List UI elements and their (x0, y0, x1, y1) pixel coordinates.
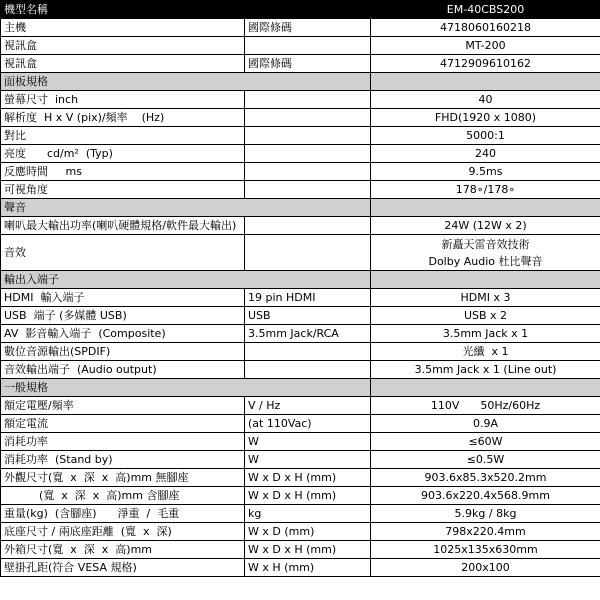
spec-row (1, 307, 600, 325)
spec-label: 消耗功率 (1, 433, 245, 451)
spec-value: MT-200 (371, 37, 600, 55)
model-name-label: 機型名稱 (1, 1, 371, 19)
spec-unit (245, 37, 371, 55)
spec-unit: W x D (mm) (245, 523, 371, 541)
spec-value: 240 (371, 145, 600, 163)
spec-unit (245, 361, 371, 379)
spec-row (1, 145, 600, 163)
spec-label: 亮度 cd/m² (Typ) (1, 145, 245, 163)
spec-row (1, 91, 600, 109)
spec-value: USB x 2 (371, 307, 600, 325)
spec-label: 底座尺寸 / 兩底座距離 (寬 x 深) (1, 523, 245, 541)
spec-label: 外觀尺寸(寬 x 深 x 高)mm 無腳座 (1, 469, 245, 487)
spec-unit: W (245, 433, 371, 451)
spec-row (1, 469, 600, 487)
spec-label: 額定電壓/頻率 (1, 397, 245, 415)
spec-label: 音效輸出端子 (Audio output) (1, 361, 245, 379)
spec-value: 40 (371, 91, 600, 109)
section-title: 輸出入端子 (1, 271, 371, 289)
spec-table-body (1, 1, 600, 577)
spec-unit (245, 109, 371, 127)
spec-row (1, 289, 600, 307)
spec-value: 178∘/178∘ (371, 181, 600, 199)
spec-value: 0.9A (371, 415, 600, 433)
spec-label: 視訊盒 (1, 55, 245, 73)
spec-unit (245, 163, 371, 181)
spec-label: 額定電流 (1, 415, 245, 433)
spec-value: 3.5mm Jack x 1 (Line out) (371, 361, 600, 379)
section-blank-cell (371, 199, 600, 217)
spec-label: 重量(kg) (含腳座) 淨重 / 毛重 (1, 505, 245, 523)
spec-row (1, 55, 600, 73)
spec-row (1, 325, 600, 343)
spec-row (1, 217, 600, 235)
spec-unit (245, 217, 371, 235)
section-title: 聲音 (1, 199, 371, 217)
spec-row (1, 541, 600, 559)
spec-label: 數位音源輸出(SPDIF) (1, 343, 245, 361)
spec-value: 200x100 (371, 559, 600, 577)
section-title: 一般規格 (1, 379, 371, 397)
spec-row (1, 235, 600, 271)
spec-unit: USB (245, 307, 371, 325)
spec-label: 可視角度 (1, 181, 245, 199)
section-title: 面板規格 (1, 73, 371, 91)
spec-unit: W x D x H (mm) (245, 469, 371, 487)
section-header-row (1, 73, 600, 91)
spec-label: (寬 x 深 x 高)mm 含腳座 (1, 487, 245, 505)
spec-unit: W x H (mm) (245, 559, 371, 577)
section-blank-cell (371, 73, 600, 91)
section-header-row (1, 199, 600, 217)
spec-unit: W x D x H (mm) (245, 487, 371, 505)
spec-row (1, 181, 600, 199)
spec-value: FHD(1920 x 1080) (371, 109, 600, 127)
spec-row (1, 451, 600, 469)
spec-label: 螢幕尺寸 inch (1, 91, 245, 109)
spec-label: 視訊盒 (1, 37, 245, 55)
spec-unit: W x D x H (mm) (245, 541, 371, 559)
spec-value: ≤60W (371, 433, 600, 451)
spec-unit: kg (245, 505, 371, 523)
spec-row (1, 361, 600, 379)
spec-unit: 3.5mm Jack/RCA (245, 325, 371, 343)
spec-label: 壁掛孔距(符合 VESA 規格) (1, 559, 245, 577)
spec-row (1, 559, 600, 577)
spec-row (1, 487, 600, 505)
spec-value: 1025x135x630mm (371, 541, 600, 559)
spec-unit (245, 145, 371, 163)
spec-row (1, 397, 600, 415)
spec-value: 798x220.4mm (371, 523, 600, 541)
spec-value: 5000:1 (371, 127, 600, 145)
spec-row (1, 505, 600, 523)
spec-unit: W (245, 451, 371, 469)
spec-value-line: 新矗天雷音效技術 (441, 237, 530, 251)
spec-value: HDMI x 3 (371, 289, 600, 307)
spec-label: 喇叭最大輸出功率(喇叭硬體規格/軟件最大輸出) (1, 217, 245, 235)
spec-unit: (at 110Vac) (245, 415, 371, 433)
spec-value: 110V 50Hz/60Hz (371, 397, 600, 415)
spec-row (1, 163, 600, 181)
spec-unit (245, 181, 371, 199)
spec-unit (245, 127, 371, 145)
spec-row (1, 415, 600, 433)
spec-row (1, 127, 600, 145)
spec-unit (245, 235, 371, 271)
model-name-value: EM-40CBS200 (371, 1, 600, 19)
spec-row (1, 523, 600, 541)
spec-label: 音效 (1, 235, 245, 271)
spec-label: AV 影音輸入端子 (Composite) (1, 325, 245, 343)
spec-label: HDMI 輸入端子 (1, 289, 245, 307)
spec-unit: 19 pin HDMI (245, 289, 371, 307)
spec-unit: 國際條碼 (245, 19, 371, 37)
spec-value: 903.6x220.4x568.9mm (371, 487, 600, 505)
spec-value: 4712909610162 (371, 55, 600, 73)
spec-value (371, 235, 600, 271)
spec-label: 消耗功率 (Stand by) (1, 451, 245, 469)
spec-unit: 國際條碼 (245, 55, 371, 73)
spec-value: 3.5mm Jack x 1 (371, 325, 600, 343)
spec-unit: V / Hz (245, 397, 371, 415)
spec-value: 903.6x85.3x520.2mm (371, 469, 600, 487)
spec-label: 外箱尺寸(寬 x 深 x 高)mm (1, 541, 245, 559)
section-blank-cell (371, 271, 600, 289)
spec-row (1, 19, 600, 37)
spec-row (1, 109, 600, 127)
section-header-row (1, 379, 600, 397)
spec-value: ≤0.5W (371, 451, 600, 469)
spec-label: USB 端子 (多媒體 USB) (1, 307, 245, 325)
spec-unit (245, 343, 371, 361)
spec-label: 對比 (1, 127, 245, 145)
spec-row (1, 433, 600, 451)
spec-value: 24W (12W x 2) (371, 217, 600, 235)
spec-label: 主機 (1, 19, 245, 37)
spec-value: 光纖 x 1 (371, 343, 600, 361)
spec-value: 4718060160218 (371, 19, 600, 37)
spec-row (1, 343, 600, 361)
spec-value: 9.5ms (371, 163, 600, 181)
spec-label: 反應時間 ms (1, 163, 245, 181)
spec-value: 5.9kg / 8kg (371, 505, 600, 523)
spec-unit (245, 91, 371, 109)
spec-row (1, 37, 600, 55)
section-header-row (1, 271, 600, 289)
spec-value-line: Dolby Audio 杜比聲音 (428, 254, 543, 268)
model-name-row (1, 1, 600, 19)
spec-label: 解析度 H x V (pix)/頻率 (Hz) (1, 109, 245, 127)
section-blank-cell (371, 379, 600, 397)
